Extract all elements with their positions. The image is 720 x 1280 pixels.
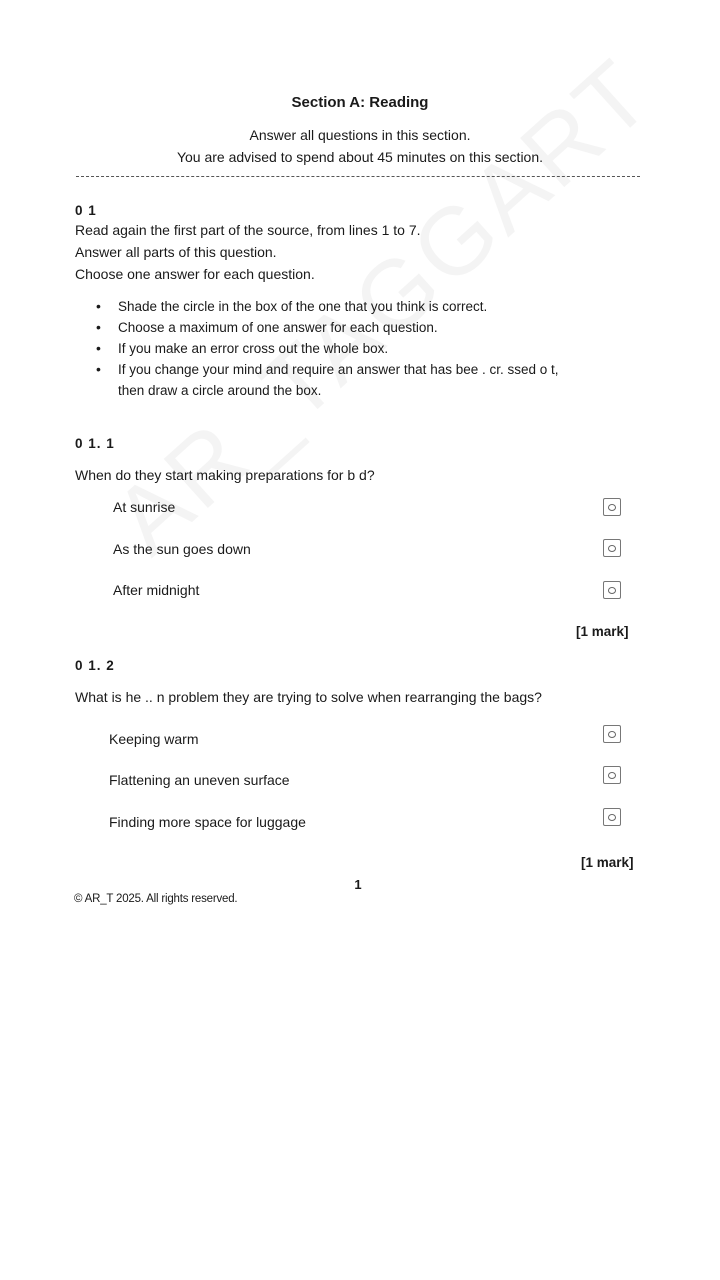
option-label: At sunrise [113,499,176,515]
circle-icon [608,504,616,511]
answer-box[interactable] [603,498,621,516]
page-number: 1 [354,877,362,892]
answer-box[interactable] [603,725,621,743]
instruction-answer-all: Answer all questions in this section. [249,127,471,143]
answer-box[interactable] [603,766,621,784]
instruction-item: • If you make an error cross out the whole box. [96,338,656,359]
question-number-01-2: 0 1. 2 [75,658,115,673]
answer-box[interactable] [603,581,621,599]
question-01-line-3: Choose one answer for each question. [75,266,315,282]
question-01-line-1: Read again the first part of the source, from lines 1 to 7. [75,222,421,238]
divider [76,176,640,177]
answer-box[interactable] [603,539,621,557]
instruction-item [96,359,656,401]
option-label: Flattening an uneven surface [109,772,290,788]
instruction-item: • Choose a maximum of one answer for each question. [96,317,656,338]
option-label: As the sun goes down [113,541,251,557]
section-title: Section A: Reading [291,94,429,111]
circle-icon [608,772,616,779]
circle-icon [608,545,616,552]
mark-label: [1 mark] [576,624,629,639]
option-label: Keeping warm [109,731,199,747]
question-01-line-2: Answer all parts of this question. [75,244,277,260]
question-number-01-1: 0 1. 1 [75,436,115,451]
mark-label: [1 mark] [581,855,634,870]
answer-box[interactable] [603,808,621,826]
instruction-time: You are advised to spend about 45 minutes on this section. [176,149,544,165]
option-label: After midnight [113,582,200,598]
instruction-item-text: If you change your mind and require an answer that has bee . cr. ssed o t, [118,362,559,377]
circle-icon [608,731,616,738]
option-label: Finding more space for luggage [109,814,306,830]
question-01-2-text: What is he .. n problem they are trying to solve when rearranging the bags? [75,689,542,705]
instruction-item-continuation: then draw a circle around the box. [118,383,322,398]
circle-icon [608,814,616,821]
instruction-item: • Shade the circle in the box of the one that you think is correct. [96,296,656,317]
instructions-list [96,296,656,401]
copyright: © AR_T 2025. All rights reserved. [74,893,238,905]
question-01-1-text: When do they start making preparations for b d? [75,467,375,483]
question-number-01: 0 1 [75,203,97,218]
circle-icon [608,587,616,594]
